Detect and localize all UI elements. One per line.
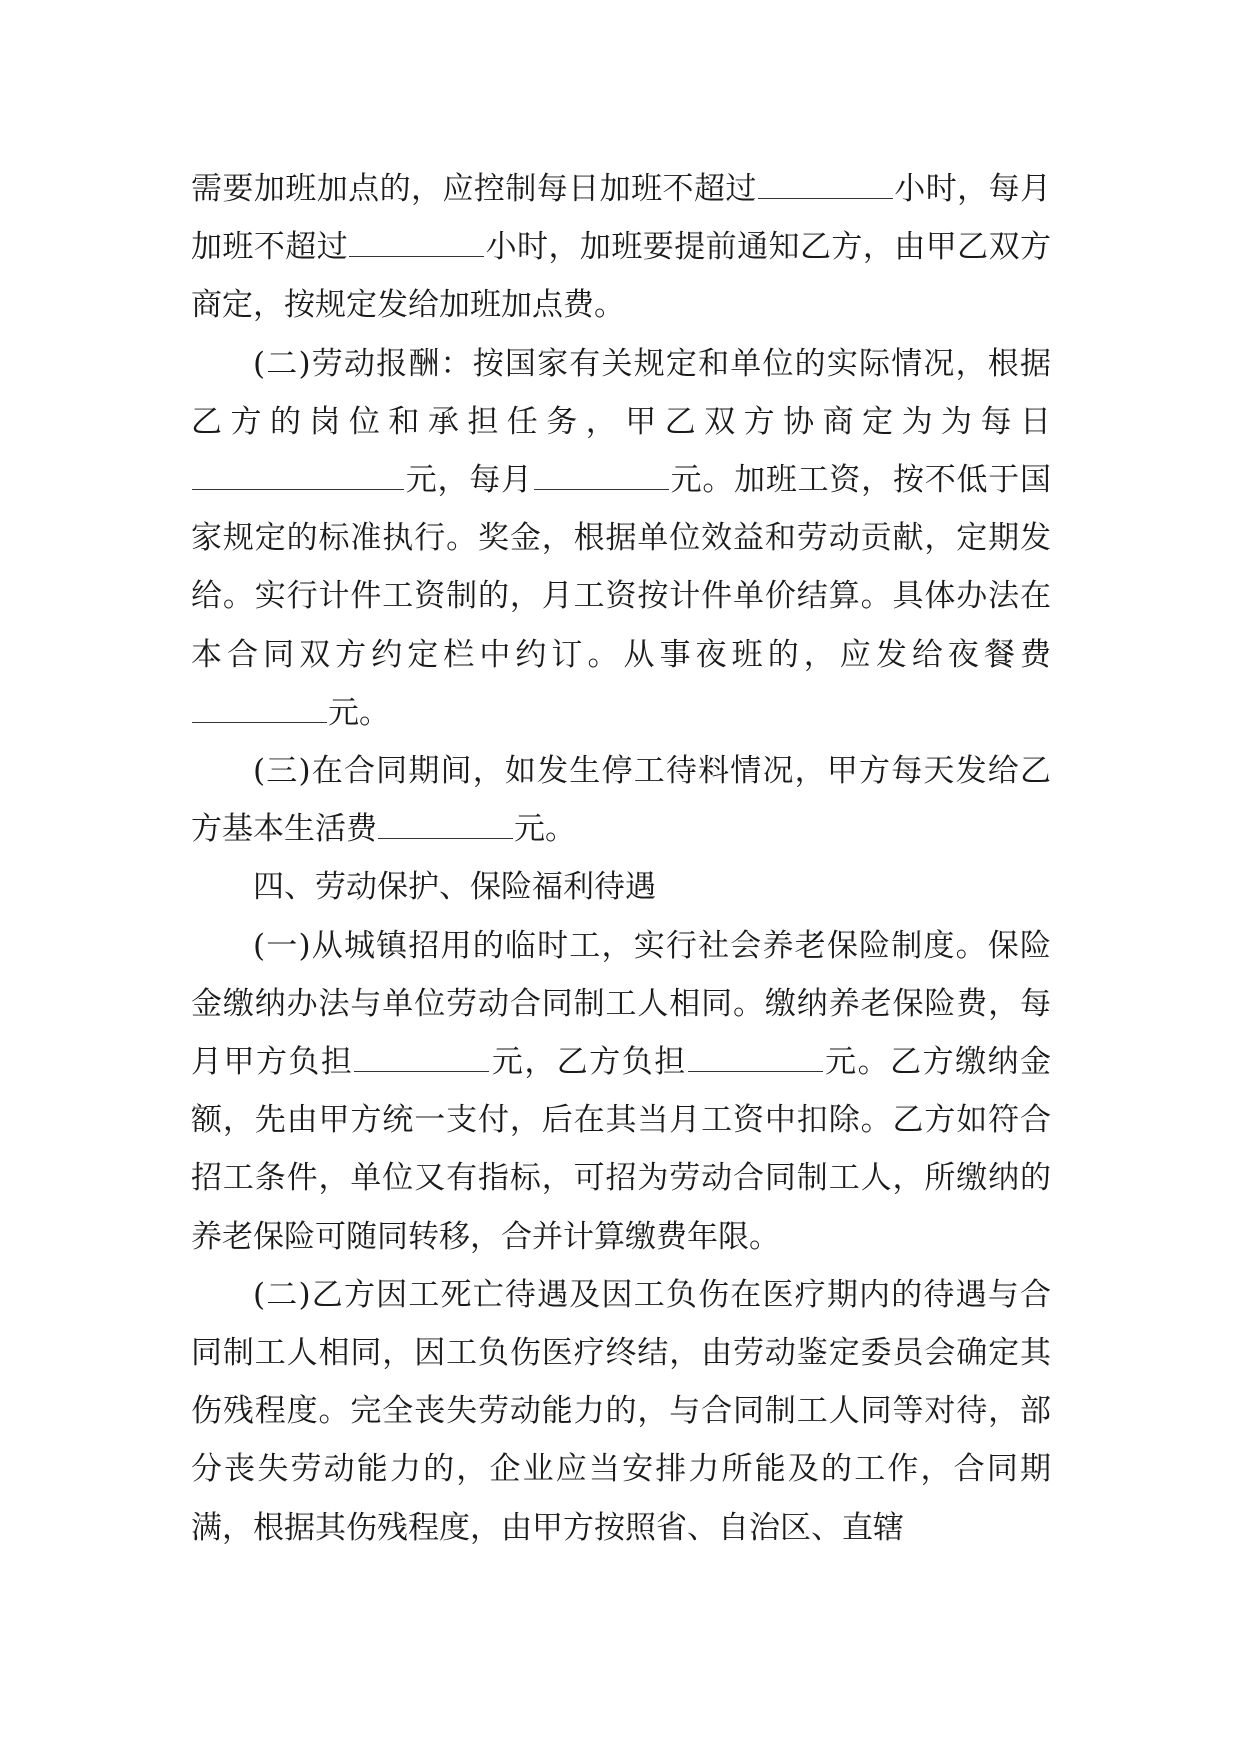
daily-wage-blank[interactable]	[192, 458, 404, 490]
pension-text-1: (一)从城镇招用的临时工，实行社会养老保险制度。保险金缴纳办法与单位劳动合同制工人相同。缴纳养老保险费，每月甲方负担	[191, 927, 1051, 1081]
paragraph-work-injury	[191, 1266, 1051, 1557]
employee-contribution-blank[interactable]	[688, 1040, 823, 1072]
paragraph-pension-insurance	[191, 917, 1051, 1266]
overtime-text-3: 小时，加班要提前通知乙方，由甲乙双方商定，按规定发给加班加点费。	[191, 229, 1052, 324]
contract-body	[191, 160, 1051, 1557]
overtime-text-1: 需要加班加点的，应控制每日加班不超过	[191, 171, 757, 207]
section-heading-text: 四、劳动保护、保险福利待遇	[253, 869, 656, 906]
basic-living-allowance-blank[interactable]	[378, 807, 513, 839]
stoppage-text-2: 元。	[514, 811, 576, 848]
pay-text-1: (二)劳动报酬：按国家有关规定和单位的实际情况，根据乙方的岗位和承担任务，甲乙双方协商定为为每日	[191, 345, 1051, 440]
stoppage-text-1: (三)在合同期间，如发生停工待料情况，甲方每天发给乙方基本生活费	[191, 753, 1051, 848]
pay-text-2: 元，每月	[405, 462, 533, 499]
monthly-wage-blank[interactable]	[534, 458, 669, 490]
pay-text-4: 元。	[328, 694, 390, 731]
daily-overtime-hours-blank[interactable]	[758, 167, 893, 199]
paragraph-work-stoppage	[191, 742, 1051, 858]
pension-text-3: 元。乙方缴纳金额，先由甲方统一支付，后在其当月工资中扣除。乙方如符合招工条件，单位又有指标，可招为劳动合同制工人，所缴纳的养老保险可随同转移，合并计算缴费年限。	[191, 1044, 1052, 1255]
paragraph-labor-pay	[191, 335, 1051, 742]
section-heading-labor-protection	[191, 858, 1051, 916]
pay-text-3: 元。加班工资，按不低于国家规定的标准执行。奖金，根据单位效益和劳动贡献，定期发给。实行计件工资制的，月工资按计件单价结算。具体办法在本合同双方约定栏中约订。从事夜班的，应发给夜餐费	[191, 462, 1052, 673]
monthly-overtime-hours-blank[interactable]	[349, 225, 484, 257]
pension-text-2: 元，乙方负担	[490, 1044, 687, 1081]
paragraph-overtime-limit	[191, 160, 1051, 335]
injury-text-1: (二)乙方因工死亡待遇及因工负伤在医疗期内的待遇与合同制工人相同，因工负伤医疗终结，由劳动鉴定委员会确定其伤残程度。完全丧失劳动能力的，与合同制工人同等对待，部分丧失劳动能力的，企业应当安排力所能及的工作，合同期满，根据其伤残程度，由甲方按照省、自治区、直辖	[191, 1276, 1051, 1546]
night-meal-fee-blank[interactable]	[192, 691, 327, 723]
overtime-text-2: 小时，每月加班不超过	[191, 171, 1052, 266]
employer-contribution-blank[interactable]	[354, 1040, 489, 1072]
